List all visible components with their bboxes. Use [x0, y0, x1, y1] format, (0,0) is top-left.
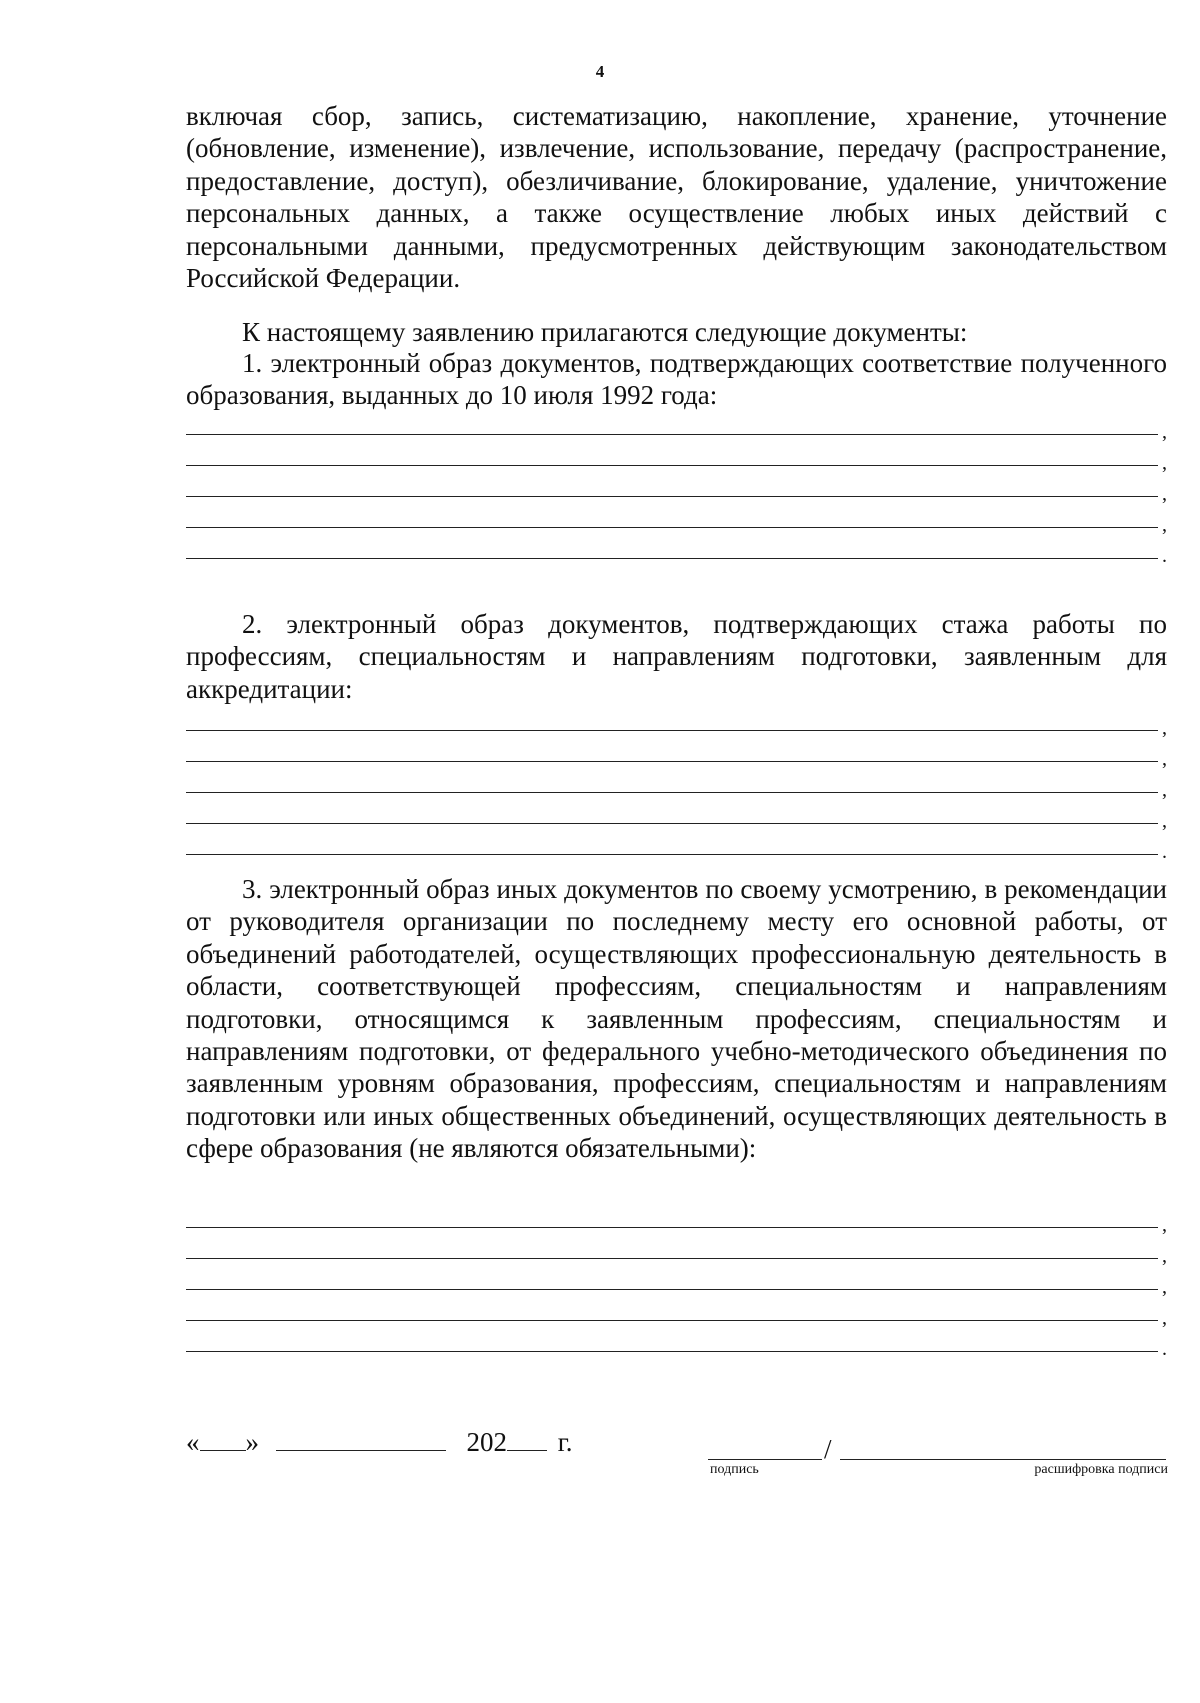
line-punctuation: ,: [1162, 421, 1167, 443]
item2-fill-lines: [186, 704, 1167, 863]
line-punctuation: .: [1162, 841, 1167, 863]
month-blank[interactable]: [276, 1426, 446, 1451]
signature-block: [708, 1430, 1168, 1490]
fill-line[interactable]: [186, 797, 1167, 832]
paragraph-intro: включая сбор, запись, систематизацию, накопление, хранение, уточнение (обновление, изменение), извлечение, использование, передачу (распространение, предоставление, доступ), обезличивание, блокирование, удаление, уничтожение персональных данных, а также осуществление любых иных действий с персональными данными, предусмотренных действующим законодательством Российской Федерации.: [186, 101, 1167, 294]
year-blank[interactable]: [507, 1426, 547, 1451]
fill-line[interactable]: [186, 704, 1167, 739]
fill-line[interactable]: [186, 470, 1167, 505]
line-punctuation: ,: [1162, 1276, 1167, 1298]
item1-fill-lines: [186, 408, 1167, 567]
line-punctuation: ,: [1162, 810, 1167, 832]
line-punctuation: .: [1162, 1338, 1167, 1360]
page-number: 4: [595, 62, 605, 81]
signature-decoding-caption: расшифровка подписи: [1034, 1462, 1168, 1477]
fill-line[interactable]: [186, 408, 1167, 443]
day-blank[interactable]: [200, 1426, 246, 1451]
line-punctuation: ,: [1162, 1214, 1167, 1236]
signature-line[interactable]: [708, 1459, 822, 1460]
fill-line[interactable]: [186, 1201, 1167, 1236]
attachments-heading: К настоящему заявлению прилагаются следующие документы:: [242, 317, 968, 347]
line-punctuation: ,: [1162, 1307, 1167, 1329]
line-punctuation: ,: [1162, 779, 1167, 801]
fill-line[interactable]: [186, 735, 1167, 770]
date-field: [186, 1425, 573, 1459]
quote-open: «: [186, 1427, 200, 1457]
signature-slash: /: [824, 1434, 832, 1464]
year-prefix: 202: [466, 1427, 507, 1457]
fill-line[interactable]: [186, 1232, 1167, 1267]
line-punctuation: .: [1162, 545, 1167, 567]
line-punctuation: ,: [1162, 717, 1167, 739]
fill-line[interactable]: [186, 439, 1167, 474]
quote-close: »: [245, 1427, 259, 1457]
signature-caption: подпись: [710, 1462, 759, 1477]
fill-line[interactable]: [186, 766, 1167, 801]
attachment-item-1: 1. электронный образ документов, подтверждающих соответствие полученного образования, выданных до 10 июля 1992 года:: [186, 348, 1167, 411]
fill-line[interactable]: [186, 828, 1167, 863]
line-punctuation: ,: [1162, 748, 1167, 770]
signature-decoding-line[interactable]: [840, 1459, 1166, 1460]
line-punctuation: ,: [1162, 483, 1167, 505]
fill-line[interactable]: [186, 1263, 1167, 1298]
attachment-item-2: 2. электронный образ документов, подтверждающих стажа работы по профессиям, специальностям и направлениям подготовки, заявленным для аккредитации:: [186, 609, 1167, 704]
item3-fill-lines: [186, 1201, 1167, 1360]
fill-line[interactable]: [186, 532, 1167, 567]
fill-line[interactable]: [186, 1325, 1167, 1360]
fill-line[interactable]: [186, 1294, 1167, 1329]
year-suffix: г.: [557, 1427, 573, 1457]
attachment-item-3: 3. электронный образ иных документов по своему усмотрению, в рекомендации от руководителя организации по последнему месту его основной работы, от объединений работодателей, осуществляющих профессиональную деятельность в области, соответствующей профессиям, специальностям и направлениям подготовки, относящимся к заявленным профессиям, специальностям и направлениям подготовки, от федерального учебно-методического объединения по заявленным уровням образования, профессиям, специальностям и направлениям подготовки или иных общественных объединений, осуществляющих деятельность в сфере образования (не являются обязательными):: [186, 874, 1167, 1164]
line-punctuation: ,: [1162, 514, 1167, 536]
fill-line[interactable]: [186, 501, 1167, 536]
line-punctuation: ,: [1162, 452, 1167, 474]
line-punctuation: ,: [1162, 1245, 1167, 1267]
